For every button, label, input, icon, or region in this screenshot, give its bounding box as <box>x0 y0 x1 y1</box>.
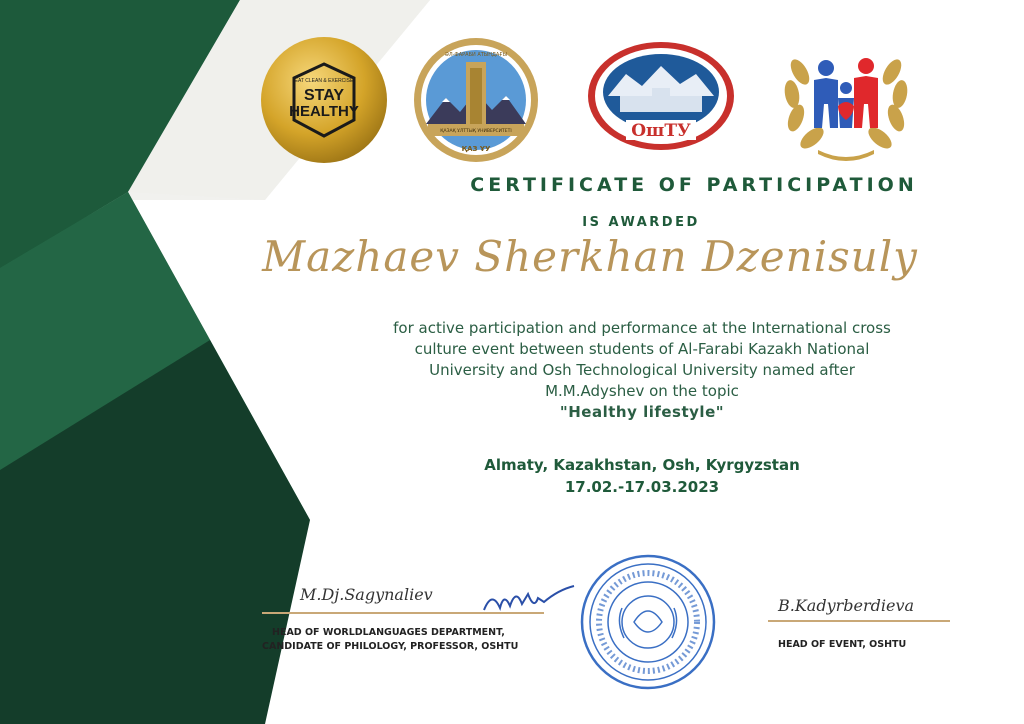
handwritten-signature-icon <box>478 580 578 620</box>
emblem-band-text: ҚАЗАҚ ҰЛТТЫҚ УНИВЕРСИТЕТІ <box>440 129 512 134</box>
signature-line-left <box>262 612 544 614</box>
event-location: Almaty, Kazakhstan, Osh, Kyrgyzstan <box>484 456 800 474</box>
signatory-title-left <box>262 626 518 654</box>
event-topic: "Healthy lifestyle" <box>559 403 725 421</box>
emblem-arc-text: ӘЛ-ФАРАБИ АТЫНДАҒЫ <box>444 52 508 58</box>
description-line: for active participation and performance at the International cross <box>393 319 891 337</box>
description-line: M.M.Adyshev on the topic <box>545 382 739 400</box>
recipient-name: Mazhaev Sherkhan Dzenisuly <box>262 232 918 281</box>
signature-line-right <box>768 620 950 622</box>
event-location-block <box>300 454 984 498</box>
signatory-title-line: HEAD OF EVENT, OSHTU <box>778 639 907 650</box>
description-line: culture event between students of Al-Farabi Kazakh National <box>414 340 870 358</box>
emblem-footer-text: ҚАЗ ҰУ <box>461 145 491 153</box>
badge-healthy-text: HEALTHY <box>289 103 359 120</box>
certificate-title: CERTIFICATE OF PARTICIPATION <box>470 174 918 196</box>
signatory-title-line: HEAD OF WORLDLANGUAGES DEPARTMENT, <box>272 627 505 638</box>
signatory-title-right <box>778 638 906 652</box>
badge-small-text: EAT CLEAN & EXERCISE <box>294 78 354 84</box>
official-stamp-icon <box>578 552 718 692</box>
oshtu-emblem-icon <box>586 40 736 152</box>
awarded-label: IS AWARDED <box>582 215 700 230</box>
signatory-name-left: M.Dj.Sagynaliev <box>300 585 433 604</box>
event-dates: 17.02.-17.03.2023 <box>564 478 720 496</box>
family-laurel-emblem-icon <box>778 32 914 164</box>
description-line: University and Osh Technological University named after <box>429 361 855 379</box>
kaznu-emblem-icon <box>412 36 540 164</box>
stay-healthy-badge-icon <box>258 34 390 166</box>
oshtu-label: ОшТУ <box>631 121 691 141</box>
signatory-title-line: CANDIDATE OF PHILOLOGY, PROFESSOR, OSHTU <box>262 641 519 652</box>
description <box>300 318 984 423</box>
signatory-name-right: B.Kadyrberdieva <box>778 596 915 615</box>
badge-stay-text: STAY <box>303 87 345 104</box>
